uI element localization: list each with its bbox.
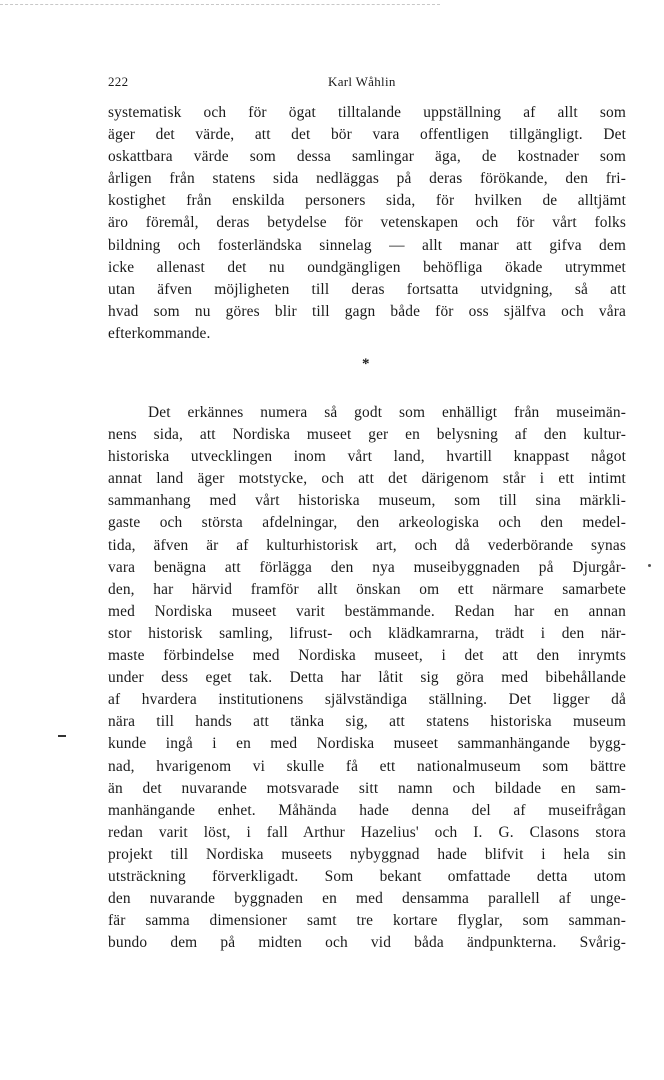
paragraph-1 bbox=[108, 102, 626, 345]
text-line: systematisk och för ögat tilltalande uppställning af allt som bbox=[108, 104, 626, 121]
text-line: vara benägna att förlägga den nya museibyggnaden på Djurgår- bbox=[108, 558, 626, 576]
text-line: nära till hands att tänka sig, att statens historiska museum bbox=[108, 713, 626, 731]
text-line: årligen från statens sida nedläggas på deras förökande, den fri- bbox=[108, 170, 626, 188]
text-line: stor historisk samling, lifrust- och klädkamrarna, trädt i den när- bbox=[108, 624, 626, 642]
text-line: med Nordiska museet varit bestämmande. Redan har en annan bbox=[108, 602, 626, 620]
text-line: utan äfven möjligheten till deras fortsatta utvidgning, så att bbox=[108, 280, 626, 298]
text-line: fär samma dimensioner samt tre kortare flyglar, som samman- bbox=[108, 912, 626, 930]
text-line: än det nuvarande motsvarade sitt namn och bildade en sam- bbox=[108, 779, 626, 797]
text-line: af hvardera institutionens självständiga ställning. Det ligger då bbox=[108, 691, 626, 709]
text-line: annat land äger motstycke, och att det därigenom står i ett intimt bbox=[108, 470, 626, 488]
text-line: nad, hvarigenom vi skulle få ett nationalmuseum som bättre bbox=[108, 757, 626, 775]
text-line: nens sida, att Nordiska museet ger en belysning af den kultur- bbox=[108, 426, 626, 444]
text-line: kostighet från enskilda personers sida, för hvilken de alltjämt bbox=[108, 192, 626, 210]
text-line: manhängande enhet. Måhända hade denna del af museifrågan bbox=[108, 801, 626, 819]
text-line: tida, äfven är af kulturhistorisk art, och då vederbörande synas bbox=[108, 536, 626, 554]
text-line: under dess eget tak. Detta har låtit sig göra med bibehållande bbox=[108, 669, 626, 687]
section-separator-asterisk: * bbox=[362, 356, 370, 372]
text-line: hvad som nu göres blir till gagn både för oss själfva och våra bbox=[108, 302, 626, 320]
running-head-author: Karl Wåhlin bbox=[328, 74, 396, 89]
paragraph-2 bbox=[108, 402, 626, 954]
text-line: utsträckning förverkligadt. Som bekant omfattade detta utom bbox=[108, 867, 626, 885]
running-head bbox=[108, 74, 628, 94]
text-line: icke allenast det nu oundgängligen behöfliga ökade utrymmet bbox=[108, 258, 626, 276]
margin-dash-mark bbox=[58, 735, 66, 737]
text-line: redan varit löst, i fall Arthur Hazelius' och I. G. Clasons stora bbox=[108, 823, 626, 841]
text-line: historiska utvecklingen inom vårt land, hvartill knappast något bbox=[108, 448, 626, 466]
text-line: bundo dem på midten och vid båda ändpunkterna. Svårig- bbox=[108, 934, 626, 952]
text-line: äger det värde, att det bör vara offentligen tillgängligt. Det bbox=[108, 126, 626, 144]
text-line: gaste och största afdelningar, den arkeologiska och den medel- bbox=[108, 514, 626, 532]
page-number: 222 bbox=[108, 74, 129, 89]
margin-speck bbox=[648, 564, 651, 567]
text-line: äro föremål, deras betydelse för vetenskapen och för vårt folks bbox=[108, 214, 626, 232]
text-line: Det erkännes numera så godt som enhälligt från museimän- bbox=[148, 404, 626, 421]
text-line: maste förbindelse med Nordiska museet, i det att den inrymts bbox=[108, 647, 626, 665]
text-line: projekt till Nordiska museets nybyggnad hade blifvit i hela sin bbox=[108, 845, 626, 863]
text-line: den nuvarande byggnaden en med densamma parallell af unge- bbox=[108, 890, 626, 908]
text-line: bildning och fosterländska sinnelag — allt manar att gifva dem bbox=[108, 236, 626, 254]
text-line: kunde ingå i en med Nordiska museet sammanhängande bygg- bbox=[108, 735, 626, 753]
text-line: sammanhang med vårt historiska museum, som till sina märkli- bbox=[108, 492, 626, 510]
text-line: oskattbara värde som dessa samlingar äga, de kostnader som bbox=[108, 148, 626, 166]
text-line: den, har härvid framför allt önskan om ett närmare samarbete bbox=[108, 580, 626, 598]
text-line: efterkommande. bbox=[108, 324, 211, 342]
scan-edge-line bbox=[0, 4, 440, 5]
